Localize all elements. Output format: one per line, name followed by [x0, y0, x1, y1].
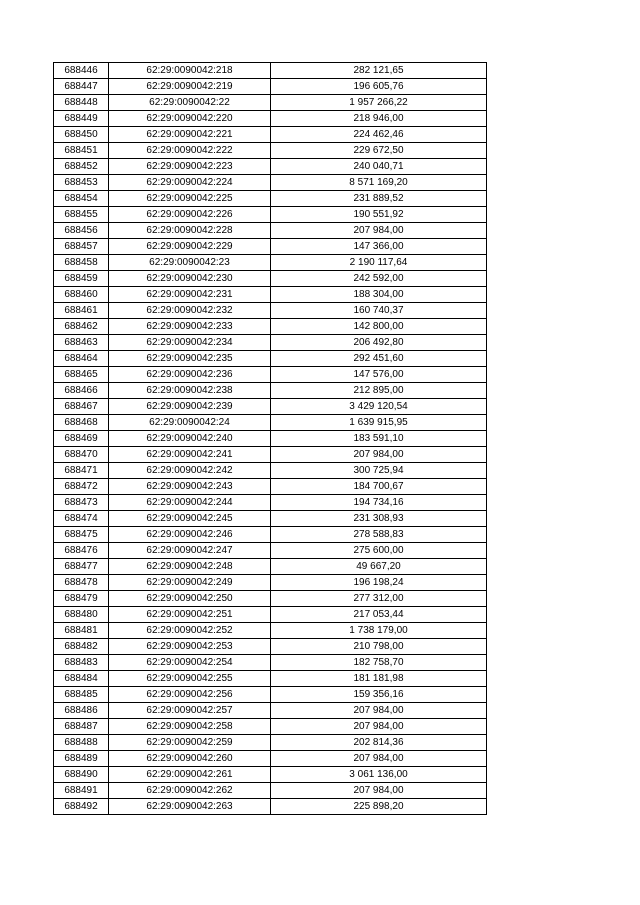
cadastral-value-cell: 8 571 169,20 — [271, 175, 487, 191]
table-row — [54, 751, 487, 767]
cadastral-value-cell: 207 984,00 — [271, 719, 487, 735]
cadastral-value-cell: 142 800,00 — [271, 319, 487, 335]
cadastral-number-cell: 62:29:0090042:256 — [109, 687, 271, 703]
row-number-cell: 688464 — [54, 351, 109, 367]
cadastral-value-cell: 207 984,00 — [271, 703, 487, 719]
cadastral-value-cell: 1 639 915,95 — [271, 415, 487, 431]
table-row — [54, 95, 487, 111]
table-row — [54, 719, 487, 735]
cadastral-value-cell: 292 451,60 — [271, 351, 487, 367]
table-row — [54, 63, 487, 79]
table-row — [54, 527, 487, 543]
cadastral-number-cell: 62:29:0090042:22 — [109, 95, 271, 111]
table-row — [54, 655, 487, 671]
cadastral-number-cell: 62:29:0090042:219 — [109, 79, 271, 95]
cadastral-number-cell: 62:29:0090042:232 — [109, 303, 271, 319]
row-number-cell: 688475 — [54, 527, 109, 543]
table-row — [54, 463, 487, 479]
table-row — [54, 271, 487, 287]
cadastral-number-cell: 62:29:0090042:251 — [109, 607, 271, 623]
row-number-cell: 688455 — [54, 207, 109, 223]
cadastral-value-cell: 49 667,20 — [271, 559, 487, 575]
cadastral-number-cell: 62:29:0090042:247 — [109, 543, 271, 559]
cadastral-value-cell: 278 588,83 — [271, 527, 487, 543]
cadastral-number-cell: 62:29:0090042:224 — [109, 175, 271, 191]
row-number-cell: 688448 — [54, 95, 109, 111]
table-row — [54, 703, 487, 719]
table-row — [54, 767, 487, 783]
cadastral-number-cell: 62:29:0090042:236 — [109, 367, 271, 383]
row-number-cell: 688478 — [54, 575, 109, 591]
cadastral-value-cell: 207 984,00 — [271, 223, 487, 239]
cadastral-value-cell: 231 889,52 — [271, 191, 487, 207]
table-row — [54, 351, 487, 367]
table-row — [54, 319, 487, 335]
row-number-cell: 688452 — [54, 159, 109, 175]
cadastral-number-cell: 62:29:0090042:238 — [109, 383, 271, 399]
row-number-cell: 688483 — [54, 655, 109, 671]
table-row — [54, 735, 487, 751]
table-row — [54, 287, 487, 303]
row-number-cell: 688461 — [54, 303, 109, 319]
cadastral-number-cell: 62:29:0090042:223 — [109, 159, 271, 175]
cadastral-number-cell: 62:29:0090042:243 — [109, 479, 271, 495]
row-number-cell: 688480 — [54, 607, 109, 623]
row-number-cell: 688466 — [54, 383, 109, 399]
cadastral-value-cell: 240 040,71 — [271, 159, 487, 175]
table-row — [54, 415, 487, 431]
row-number-cell: 688488 — [54, 735, 109, 751]
row-number-cell: 688469 — [54, 431, 109, 447]
row-number-cell: 688482 — [54, 639, 109, 655]
cadastral-number-cell: 62:29:0090042:248 — [109, 559, 271, 575]
cadastral-number-cell: 62:29:0090042:241 — [109, 447, 271, 463]
table-row — [54, 479, 487, 495]
row-number-cell: 688465 — [54, 367, 109, 383]
cadastral-number-cell: 62:29:0090042:234 — [109, 335, 271, 351]
cadastral-number-cell: 62:29:0090042:228 — [109, 223, 271, 239]
row-number-cell: 688489 — [54, 751, 109, 767]
row-number-cell: 688477 — [54, 559, 109, 575]
row-number-cell: 688484 — [54, 671, 109, 687]
cadastral-number-cell: 62:29:0090042:226 — [109, 207, 271, 223]
cadastral-number-cell: 62:29:0090042:257 — [109, 703, 271, 719]
table-row — [54, 511, 487, 527]
row-number-cell: 688449 — [54, 111, 109, 127]
cadastral-number-cell: 62:29:0090042:220 — [109, 111, 271, 127]
row-number-cell: 688462 — [54, 319, 109, 335]
row-number-cell: 688467 — [54, 399, 109, 415]
cadastral-number-cell: 62:29:0090042:23 — [109, 255, 271, 271]
table-row — [54, 159, 487, 175]
table-row — [54, 575, 487, 591]
row-number-cell: 688481 — [54, 623, 109, 639]
table-row — [54, 239, 487, 255]
cadastral-value-cell: 224 462,46 — [271, 127, 487, 143]
cadastral-number-cell: 62:29:0090042:246 — [109, 527, 271, 543]
cadastral-value-cell: 1 738 179,00 — [271, 623, 487, 639]
row-number-cell: 688470 — [54, 447, 109, 463]
table-row — [54, 559, 487, 575]
cadastral-number-cell: 62:29:0090042:244 — [109, 495, 271, 511]
cadastral-number-cell: 62:29:0090042:260 — [109, 751, 271, 767]
cadastral-value-cell: 218 946,00 — [271, 111, 487, 127]
cadastral-value-cell: 183 591,10 — [271, 431, 487, 447]
cadastral-number-cell: 62:29:0090042:218 — [109, 63, 271, 79]
cadastral-value-cell: 207 984,00 — [271, 783, 487, 799]
cadastral-number-cell: 62:29:0090042:249 — [109, 575, 271, 591]
table-row — [54, 399, 487, 415]
cadastral-number-cell: 62:29:0090042:233 — [109, 319, 271, 335]
cadastral-value-cell: 217 053,44 — [271, 607, 487, 623]
row-number-cell: 688463 — [54, 335, 109, 351]
table-row — [54, 111, 487, 127]
cadastral-number-cell: 62:29:0090042:222 — [109, 143, 271, 159]
cadastral-number-cell: 62:29:0090042:259 — [109, 735, 271, 751]
cadastral-value-cell: 277 312,00 — [271, 591, 487, 607]
cadastral-number-cell: 62:29:0090042:254 — [109, 655, 271, 671]
row-number-cell: 688471 — [54, 463, 109, 479]
cadastral-value-cell: 190 551,92 — [271, 207, 487, 223]
row-number-cell: 688468 — [54, 415, 109, 431]
table-row — [54, 431, 487, 447]
cadastral-value-cell: 184 700,67 — [271, 479, 487, 495]
table-row — [54, 623, 487, 639]
table-row — [54, 207, 487, 223]
cadastral-value-cell: 147 366,00 — [271, 239, 487, 255]
cadastral-number-cell: 62:29:0090042:250 — [109, 591, 271, 607]
cadastral-value-cell: 275 600,00 — [271, 543, 487, 559]
cadastral-number-cell: 62:29:0090042:225 — [109, 191, 271, 207]
table-row — [54, 671, 487, 687]
cadastral-number-cell: 62:29:0090042:261 — [109, 767, 271, 783]
cadastral-number-cell: 62:29:0090042:229 — [109, 239, 271, 255]
row-number-cell: 688476 — [54, 543, 109, 559]
table-row — [54, 783, 487, 799]
row-number-cell: 688446 — [54, 63, 109, 79]
row-number-cell: 688492 — [54, 799, 109, 815]
table-row — [54, 367, 487, 383]
cadastral-value-cell: 212 895,00 — [271, 383, 487, 399]
cadastral-value-cell: 225 898,20 — [271, 799, 487, 815]
row-number-cell: 688457 — [54, 239, 109, 255]
table-row — [54, 495, 487, 511]
cadastral-value-cell: 181 181,98 — [271, 671, 487, 687]
cadastral-value-cell: 147 576,00 — [271, 367, 487, 383]
cadastral-number-cell: 62:29:0090042:239 — [109, 399, 271, 415]
cadastral-number-cell: 62:29:0090042:24 — [109, 415, 271, 431]
row-number-cell: 688474 — [54, 511, 109, 527]
cadastral-value-cell: 194 734,16 — [271, 495, 487, 511]
cadastral-value-cell: 207 984,00 — [271, 447, 487, 463]
row-number-cell: 688486 — [54, 703, 109, 719]
table-body — [54, 63, 487, 815]
row-number-cell: 688456 — [54, 223, 109, 239]
row-number-cell: 688485 — [54, 687, 109, 703]
cadastral-value-cell: 3 429 120,54 — [271, 399, 487, 415]
cadastral-value-cell: 210 798,00 — [271, 639, 487, 655]
row-number-cell: 688490 — [54, 767, 109, 783]
row-number-cell: 688472 — [54, 479, 109, 495]
cadastral-number-cell: 62:29:0090042:235 — [109, 351, 271, 367]
cadastral-value-cell: 2 190 117,64 — [271, 255, 487, 271]
cadastral-value-cell: 3 061 136,00 — [271, 767, 487, 783]
table-row — [54, 127, 487, 143]
table-row — [54, 383, 487, 399]
table-row — [54, 191, 487, 207]
table-row — [54, 687, 487, 703]
table-row — [54, 639, 487, 655]
table-row — [54, 799, 487, 815]
table-row — [54, 607, 487, 623]
cadastral-value-cell: 202 814,36 — [271, 735, 487, 751]
cadastral-value-cell: 182 758,70 — [271, 655, 487, 671]
cadastral-value-cell: 196 198,24 — [271, 575, 487, 591]
cadastral-value-cell: 188 304,00 — [271, 287, 487, 303]
cadastral-number-cell: 62:29:0090042:230 — [109, 271, 271, 287]
cadastral-value-cell: 1 957 266,22 — [271, 95, 487, 111]
cadastral-number-cell: 62:29:0090042:245 — [109, 511, 271, 527]
table-row — [54, 591, 487, 607]
row-number-cell: 688487 — [54, 719, 109, 735]
row-number-cell: 688479 — [54, 591, 109, 607]
cadastral-number-cell: 62:29:0090042:221 — [109, 127, 271, 143]
table-row — [54, 303, 487, 319]
cadastral-number-cell: 62:29:0090042:253 — [109, 639, 271, 655]
cadastral-value-cell: 196 605,76 — [271, 79, 487, 95]
cadastral-number-cell: 62:29:0090042:252 — [109, 623, 271, 639]
row-number-cell: 688450 — [54, 127, 109, 143]
cadastral-number-cell: 62:29:0090042:263 — [109, 799, 271, 815]
table-row — [54, 175, 487, 191]
table-row — [54, 543, 487, 559]
row-number-cell: 688473 — [54, 495, 109, 511]
row-number-cell: 688451 — [54, 143, 109, 159]
table-row — [54, 143, 487, 159]
cadastral-value-cell: 206 492,80 — [271, 335, 487, 351]
table-row — [54, 447, 487, 463]
row-number-cell: 688454 — [54, 191, 109, 207]
row-number-cell: 688453 — [54, 175, 109, 191]
cadastral-number-cell: 62:29:0090042:262 — [109, 783, 271, 799]
cadastral-value-cell: 229 672,50 — [271, 143, 487, 159]
row-number-cell: 688447 — [54, 79, 109, 95]
table-row — [54, 255, 487, 271]
cadastral-number-cell: 62:29:0090042:255 — [109, 671, 271, 687]
cadastral-value-cell: 159 356,16 — [271, 687, 487, 703]
cadastral-number-cell: 62:29:0090042:258 — [109, 719, 271, 735]
table-row — [54, 223, 487, 239]
cadastral-value-cell: 160 740,37 — [271, 303, 487, 319]
cadastral-value-cell: 282 121,65 — [271, 63, 487, 79]
table-row — [54, 79, 487, 95]
cadastral-value-cell: 242 592,00 — [271, 271, 487, 287]
cadastral-value-cell: 207 984,00 — [271, 751, 487, 767]
cadastral-number-cell: 62:29:0090042:231 — [109, 287, 271, 303]
row-number-cell: 688459 — [54, 271, 109, 287]
row-number-cell: 688458 — [54, 255, 109, 271]
cadastral-number-cell: 62:29:0090042:242 — [109, 463, 271, 479]
table-row — [54, 335, 487, 351]
cadastral-value-table — [53, 62, 487, 815]
cadastral-value-cell: 231 308,93 — [271, 511, 487, 527]
cadastral-value-cell: 300 725,94 — [271, 463, 487, 479]
row-number-cell: 688460 — [54, 287, 109, 303]
cadastral-number-cell: 62:29:0090042:240 — [109, 431, 271, 447]
row-number-cell: 688491 — [54, 783, 109, 799]
